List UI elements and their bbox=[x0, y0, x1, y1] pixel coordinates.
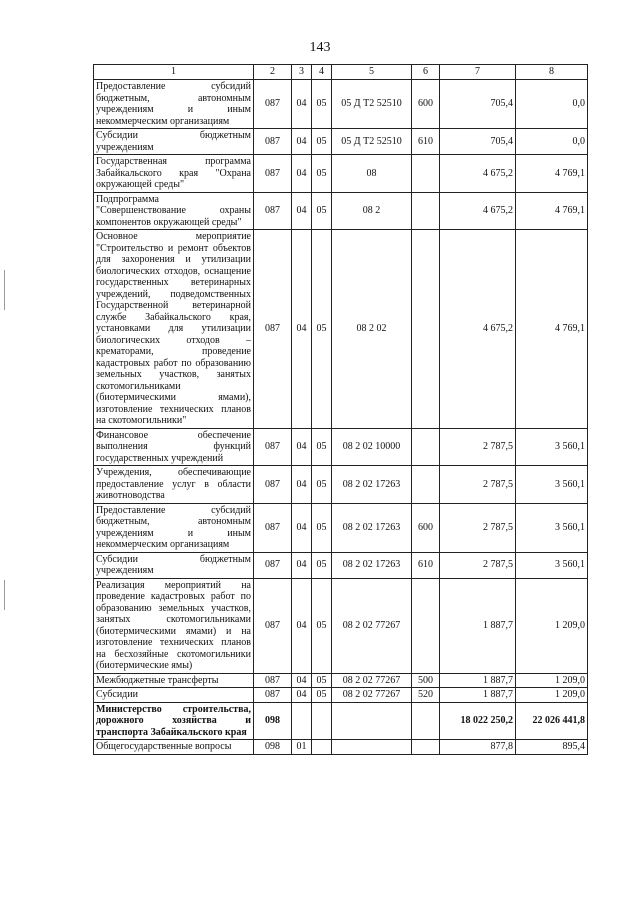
amount-year1-cell: 4 675,2 bbox=[440, 192, 516, 230]
amount-year2-cell: 4 769,1 bbox=[516, 192, 588, 230]
subsection-code-cell: 05 bbox=[312, 688, 332, 703]
subsection-code-cell bbox=[312, 740, 332, 755]
column-header: 2 bbox=[254, 65, 292, 80]
subsection-code-cell: 05 bbox=[312, 428, 332, 466]
amount-year2-cell: 1 209,0 bbox=[516, 578, 588, 673]
subsection-code-cell: 05 bbox=[312, 552, 332, 578]
amount-year1-cell: 2 787,5 bbox=[440, 428, 516, 466]
expense-type-cell bbox=[412, 702, 440, 740]
expense-type-cell: 520 bbox=[412, 688, 440, 703]
item-name-cell: Предоставление субсидий бюджетным, автономным учреждениям и иным некоммерческим организациям bbox=[94, 503, 254, 552]
table-row bbox=[94, 155, 588, 193]
item-name-cell: Финансовое обеспечение выполнения функций государственных учреждений bbox=[94, 428, 254, 466]
amount-year2-cell: 895,4 bbox=[516, 740, 588, 755]
subsection-code-cell: 05 bbox=[312, 673, 332, 688]
target-article-cell: 08 2 02 17263 bbox=[332, 552, 412, 578]
item-name-cell: Субсидии бюджетным учреждениям bbox=[94, 129, 254, 155]
amount-year2-cell: 1 209,0 bbox=[516, 688, 588, 703]
table-row bbox=[94, 230, 588, 429]
amount-year1-cell: 18 022 250,2 bbox=[440, 702, 516, 740]
table-row bbox=[94, 129, 588, 155]
column-header: 6 bbox=[412, 65, 440, 80]
section-code-cell: 04 bbox=[292, 192, 312, 230]
section-code-cell bbox=[292, 702, 312, 740]
subsection-code-cell: 05 bbox=[312, 192, 332, 230]
target-article-cell: 08 2 02 bbox=[332, 230, 412, 429]
section-code-cell: 04 bbox=[292, 466, 312, 504]
ministry-code-cell: 098 bbox=[254, 702, 292, 740]
item-name-cell: Межбюджетные трансферты bbox=[94, 673, 254, 688]
column-header: 8 bbox=[516, 65, 588, 80]
table-row bbox=[94, 740, 588, 755]
column-header: 7 bbox=[440, 65, 516, 80]
table-row bbox=[94, 673, 588, 688]
scan-margin-mark bbox=[4, 270, 5, 310]
target-article-cell: 08 2 02 10000 bbox=[332, 428, 412, 466]
amount-year1-cell: 1 887,7 bbox=[440, 673, 516, 688]
target-article-cell: 05 Д Т2 52510 bbox=[332, 129, 412, 155]
page-number: 143 bbox=[309, 40, 331, 55]
target-article-cell: 08 2 02 77267 bbox=[332, 673, 412, 688]
table-row bbox=[94, 428, 588, 466]
subsection-code-cell: 05 bbox=[312, 155, 332, 193]
table-row bbox=[94, 578, 588, 673]
target-article-cell: 08 2 bbox=[332, 192, 412, 230]
amount-year1-cell: 2 787,5 bbox=[440, 503, 516, 552]
amount-year1-cell: 1 887,7 bbox=[440, 688, 516, 703]
amount-year2-cell: 3 560,1 bbox=[516, 466, 588, 504]
subsection-code-cell: 05 bbox=[312, 578, 332, 673]
item-name-cell: Учреждения, обеспечивающие предоставление услуг в области животноводства bbox=[94, 466, 254, 504]
ministry-code-cell: 087 bbox=[254, 578, 292, 673]
expense-type-cell: 610 bbox=[412, 129, 440, 155]
amount-year1-cell: 705,4 bbox=[440, 80, 516, 129]
amount-year2-cell: 4 769,1 bbox=[516, 230, 588, 429]
table-row bbox=[94, 503, 588, 552]
section-code-cell: 04 bbox=[292, 673, 312, 688]
subsection-code-cell: 05 bbox=[312, 80, 332, 129]
amount-year2-cell: 4 769,1 bbox=[516, 155, 588, 193]
section-code-cell: 04 bbox=[292, 578, 312, 673]
target-article-cell: 08 2 02 77267 bbox=[332, 578, 412, 673]
table-row bbox=[94, 466, 588, 504]
item-name-cell: Государственная программа Забайкальского края "Охрана окружающей среды" bbox=[94, 155, 254, 193]
amount-year2-cell: 3 560,1 bbox=[516, 503, 588, 552]
item-name-cell: Субсидии бюджетным учреждениям bbox=[94, 552, 254, 578]
item-name-cell: Подпрограмма "Совершенствование охраны компонентов окружающей среды" bbox=[94, 192, 254, 230]
ministry-code-cell: 087 bbox=[254, 428, 292, 466]
subsection-code-cell: 05 bbox=[312, 503, 332, 552]
amount-year1-cell: 705,4 bbox=[440, 129, 516, 155]
item-name-cell: Предоставление субсидий бюджетным, автономным учреждениям и иным некоммерческим организациям bbox=[94, 80, 254, 129]
expense-type-cell: 600 bbox=[412, 80, 440, 129]
amount-year2-cell: 1 209,0 bbox=[516, 673, 588, 688]
header-row bbox=[94, 65, 588, 80]
target-article-cell: 08 2 02 17263 bbox=[332, 503, 412, 552]
table-row bbox=[94, 80, 588, 129]
column-header: 4 bbox=[312, 65, 332, 80]
target-article-cell: 08 2 02 77267 bbox=[332, 688, 412, 703]
expense-type-cell bbox=[412, 466, 440, 504]
table-row bbox=[94, 552, 588, 578]
table-row bbox=[94, 702, 588, 740]
expense-type-cell bbox=[412, 192, 440, 230]
subsection-code-cell: 05 bbox=[312, 129, 332, 155]
expense-type-cell: 500 bbox=[412, 673, 440, 688]
target-article-cell: 08 2 02 17263 bbox=[332, 466, 412, 504]
table-row bbox=[94, 192, 588, 230]
item-name-cell: Основное мероприятие "Строительство и ремонт объектов для захоронения и утилизации биологических отходов, оснащение государственных ветеринарных учреждений, подведомственных Государственной ветеринарной службе Забайкальского края, установками для утилизации биологических отходов – крематорами, проведение кадастровых работ по образованию земельных участков, занятых скотомогильниками (биотермическими ямами), изготовление технических планов на скотомогильники" bbox=[94, 230, 254, 429]
item-name-cell: Субсидии bbox=[94, 688, 254, 703]
amount-year2-cell: 3 560,1 bbox=[516, 552, 588, 578]
target-article-cell: 05 Д Т2 52510 bbox=[332, 80, 412, 129]
section-code-cell: 04 bbox=[292, 129, 312, 155]
expense-type-cell bbox=[412, 230, 440, 429]
table-row bbox=[94, 688, 588, 703]
amount-year2-cell: 3 560,1 bbox=[516, 428, 588, 466]
amount-year2-cell: 22 026 441,8 bbox=[516, 702, 588, 740]
amount-year1-cell: 2 787,5 bbox=[440, 552, 516, 578]
amount-year1-cell: 877,8 bbox=[440, 740, 516, 755]
expense-type-cell: 610 bbox=[412, 552, 440, 578]
section-code-cell: 04 bbox=[292, 80, 312, 129]
subsection-code-cell: 05 bbox=[312, 230, 332, 429]
column-header: 5 bbox=[332, 65, 412, 80]
section-code-cell: 04 bbox=[292, 688, 312, 703]
ministry-code-cell: 087 bbox=[254, 503, 292, 552]
section-code-cell: 04 bbox=[292, 155, 312, 193]
section-code-cell: 04 bbox=[292, 552, 312, 578]
expense-type-cell bbox=[412, 740, 440, 755]
amount-year1-cell: 2 787,5 bbox=[440, 466, 516, 504]
expense-type-cell bbox=[412, 578, 440, 673]
target-article-cell bbox=[332, 702, 412, 740]
item-name-cell: Министерство строительства, дорожного хозяйства и транспорта Забайкальского края bbox=[94, 702, 254, 740]
ministry-code-cell: 087 bbox=[254, 688, 292, 703]
section-code-cell: 01 bbox=[292, 740, 312, 755]
target-article-cell bbox=[332, 740, 412, 755]
ministry-code-cell: 087 bbox=[254, 80, 292, 129]
ministry-code-cell: 087 bbox=[254, 552, 292, 578]
amount-year1-cell: 4 675,2 bbox=[440, 230, 516, 429]
section-code-cell: 04 bbox=[292, 230, 312, 429]
expense-type-cell bbox=[412, 428, 440, 466]
ministry-code-cell: 087 bbox=[254, 673, 292, 688]
ministry-code-cell: 087 bbox=[254, 155, 292, 193]
budget-table bbox=[93, 64, 588, 755]
section-code-cell: 04 bbox=[292, 428, 312, 466]
ministry-code-cell: 087 bbox=[254, 230, 292, 429]
column-header: 1 bbox=[94, 65, 254, 80]
amount-year1-cell: 4 675,2 bbox=[440, 155, 516, 193]
item-name-cell: Общегосударственные вопросы bbox=[94, 740, 254, 755]
target-article-cell: 08 bbox=[332, 155, 412, 193]
ministry-code-cell: 098 bbox=[254, 740, 292, 755]
ministry-code-cell: 087 bbox=[254, 466, 292, 504]
amount-year2-cell: 0,0 bbox=[516, 129, 588, 155]
subsection-code-cell bbox=[312, 702, 332, 740]
section-code-cell: 04 bbox=[292, 503, 312, 552]
subsection-code-cell: 05 bbox=[312, 466, 332, 504]
amount-year2-cell: 0,0 bbox=[516, 80, 588, 129]
column-header: 3 bbox=[292, 65, 312, 80]
ministry-code-cell: 087 bbox=[254, 129, 292, 155]
item-name-cell: Реализация мероприятий на проведение кадастровых работ по образованию земельных участков, занятых скотомогильниками (биотермическими ямами) и на изготовление технических планов на бесхозяйные скотомогильники (биотермические ямы) bbox=[94, 578, 254, 673]
expense-type-cell bbox=[412, 155, 440, 193]
amount-year1-cell: 1 887,7 bbox=[440, 578, 516, 673]
expense-type-cell: 600 bbox=[412, 503, 440, 552]
ministry-code-cell: 087 bbox=[254, 192, 292, 230]
scan-margin-mark bbox=[4, 580, 5, 610]
